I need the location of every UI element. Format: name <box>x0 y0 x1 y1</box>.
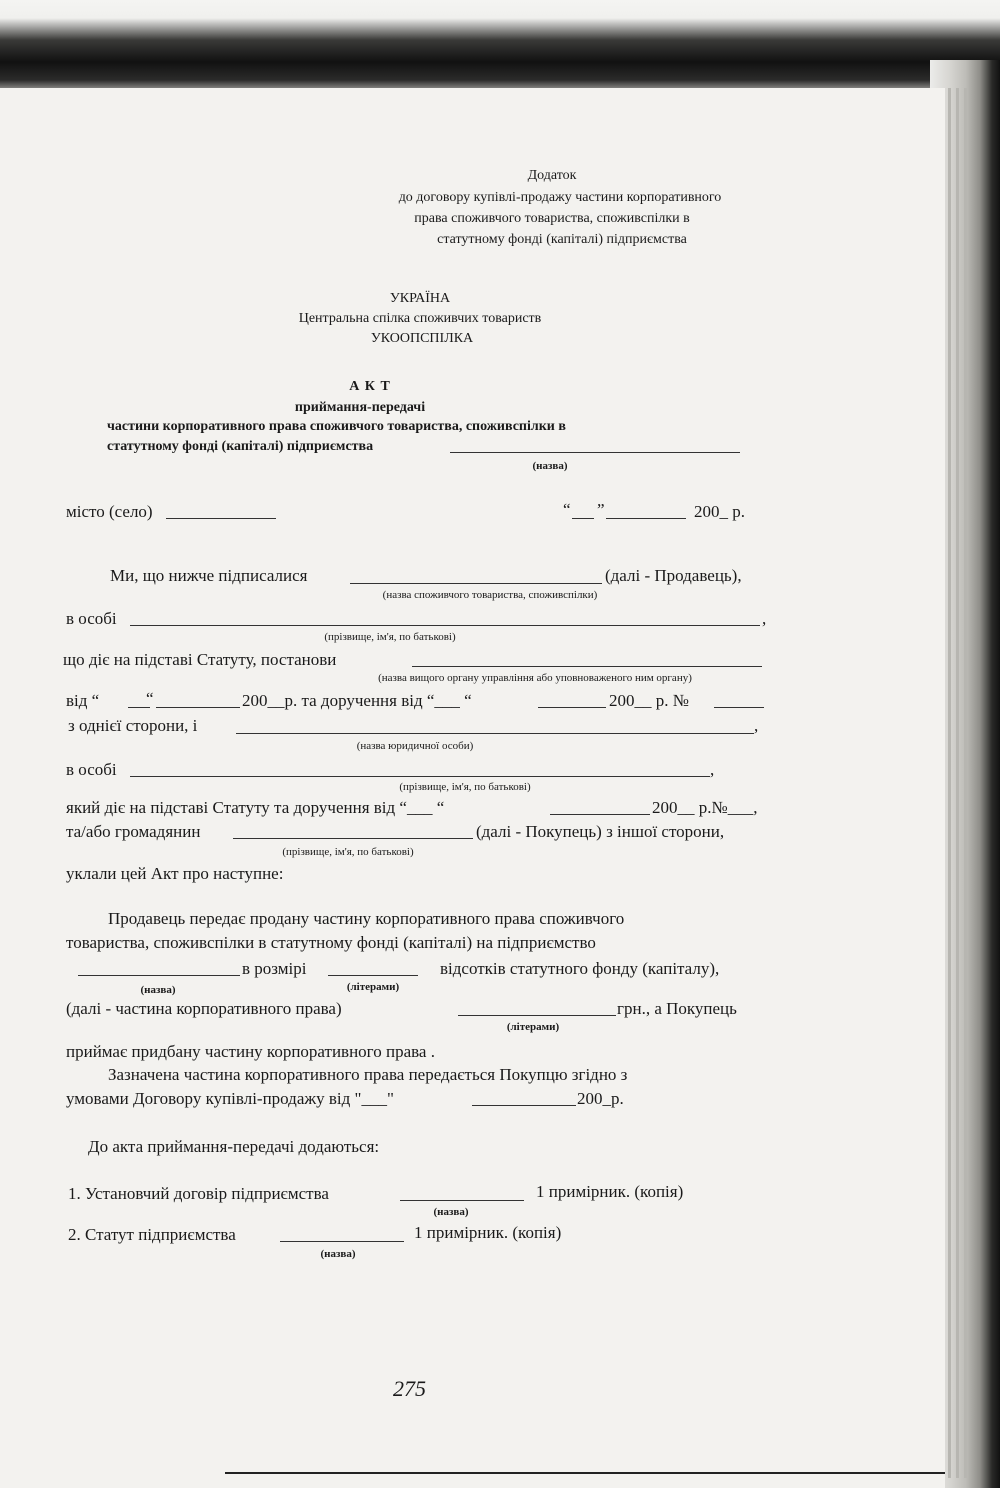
place-field[interactable] <box>166 518 276 519</box>
caption-seller: (назва споживчого товариства, споживспілки) <box>382 589 598 601</box>
caption-attachment-1: (назва) <box>433 1206 469 1218</box>
seller-name-field[interactable] <box>350 583 602 584</box>
poa-month-field[interactable] <box>538 707 606 708</box>
attachments-intro: До акта приймання-передачі додаються: <box>88 1137 380 1156</box>
transfer-text-1: Продавець передає продану частину корпоративного права споживчого <box>108 909 625 928</box>
share-size-label: в розмірі <box>242 959 307 978</box>
currency-buyer: грн., а Покупець <box>617 999 737 1018</box>
date-day-field[interactable] <box>572 518 594 519</box>
act-subtitle: приймання-передачі <box>294 400 426 415</box>
comma: , <box>762 609 767 628</box>
attachment-1-copies: 1 примірник. (копія) <box>536 1182 684 1201</box>
attachment-2-name-field[interactable] <box>280 1241 404 1242</box>
caption-governing-body: (назва вищого органу управління або уповноваженого ним органу) <box>378 672 692 684</box>
act-title: А К Т <box>349 379 391 394</box>
price-field[interactable] <box>458 1015 616 1016</box>
transfer-terms-1: Зазначена частина корпоративного права передається Покупцю згідно з <box>108 1065 628 1084</box>
caption-in-words: (літерами) <box>346 981 400 993</box>
quote: “ <box>146 689 154 708</box>
enterprise-name-field[interactable] <box>450 452 740 453</box>
buyer-basis-label: який діє на підставі Статуту та доручення від “___ “ <box>66 798 445 817</box>
percent-field[interactable] <box>328 975 418 976</box>
comma: , <box>754 716 759 735</box>
date-year: 200_ р. <box>694 502 745 521</box>
contract-year: 200_р. <box>577 1089 624 1108</box>
appendix-label: Додаток <box>527 168 577 183</box>
org-name: Центральна спілка споживчих товариств <box>298 311 542 326</box>
caption-attachment-2: (назва) <box>320 1248 356 1260</box>
buyer-alias: (далі - Покупець) з іншої сторони, <box>476 822 725 841</box>
transfer-terms-2: умовами Договору купівлі-продажу від "___" <box>66 1089 394 1108</box>
power-of-attorney-label: 200__р. та доручення від “___ “ <box>242 691 472 710</box>
in-person-label-2: в особі <box>66 760 117 779</box>
page-bottom-rule <box>225 1472 945 1474</box>
basis-label: що діє на підставі Статуту, постанови <box>63 650 337 669</box>
page-edge <box>948 88 951 1478</box>
transfer-text-2: товариства, споживспілки в статутному фонді (капіталі) на підприємство <box>66 933 596 952</box>
date-month-field[interactable] <box>606 518 686 519</box>
citizen-label: та/або громадянин <box>66 822 201 841</box>
seller-rep-field[interactable] <box>130 625 760 626</box>
citizen-name-field[interactable] <box>233 838 473 839</box>
date-quote-open: “ <box>563 500 571 519</box>
buyer-poa-year: 200__ р.№___, <box>652 798 758 817</box>
place-label: місто (село) <box>66 502 153 521</box>
page-edge <box>964 88 967 1478</box>
accept-text: приймає придбану частину корпоративного права . <box>66 1042 435 1061</box>
resolution-field[interactable] <box>412 666 762 667</box>
book-top-shadow <box>0 0 1000 95</box>
caption-full-name: (прізвище, ім'я, по батькові) <box>324 631 456 643</box>
comma: , <box>710 760 715 779</box>
appendix-line-2: до договору купівлі-продажу частини корпоративного <box>398 190 722 205</box>
date-quote-close: ” <box>597 500 605 519</box>
poa-number-field[interactable] <box>714 707 764 708</box>
resolution-month-field[interactable] <box>156 707 240 708</box>
enterprise-field[interactable] <box>78 975 240 976</box>
seller-alias: (далі - Продавець), <box>605 566 742 585</box>
page-number: 275 <box>393 1376 426 1401</box>
caption-in-words-2: (літерами) <box>506 1021 560 1033</box>
caption-legal-entity: (назва юридичної особи) <box>356 740 474 752</box>
org-short-name: УКООПСПІЛКА <box>370 331 474 346</box>
first-party-label: з однієї сторони, і <box>68 716 198 735</box>
caption-name: (назва) <box>532 460 568 472</box>
agreement-intro: уклали цей Акт про наступне: <box>66 864 284 883</box>
attachment-2: 2. Статут підприємства <box>68 1225 236 1244</box>
country: УКРАЇНА <box>389 291 451 306</box>
caption-full-name-3: (прізвище, ім'я, по батькові) <box>282 846 414 858</box>
buyer-rep-field[interactable] <box>130 776 710 777</box>
attachment-2-copies: 1 примірник. (копія) <box>414 1223 562 1242</box>
appendix-line-3: права споживчого товариства, споживспілки в <box>414 211 690 226</box>
in-person-label: в особі <box>66 609 117 628</box>
act-title-line-2: статутному фонді (капіталі) підприємства <box>107 439 374 454</box>
parties-intro: Ми, що нижче підписалися <box>110 566 308 585</box>
caption-enterprise: (назва) <box>140 984 176 996</box>
percent-text: відсотків статутного фонду (капіталу), <box>440 959 720 978</box>
page-edge <box>956 88 959 1478</box>
buyer-poa-month-field[interactable] <box>550 814 650 815</box>
caption-full-name-2: (прізвище, ім'я, по батькові) <box>399 781 531 793</box>
poa-year-number: 200__ р. № <box>609 691 689 710</box>
legal-entity-field[interactable] <box>236 733 754 734</box>
from-date-label: від “ <box>66 691 100 710</box>
share-definition: (далі - частина корпоративного права) <box>66 999 342 1018</box>
act-title-line-1: частини корпоративного права споживчого товариства, споживспілки в <box>107 419 566 434</box>
contract-month-field[interactable] <box>472 1105 576 1106</box>
appendix-line-4: статутному фонді (капіталі) підприємства <box>437 232 687 247</box>
attachment-1-name-field[interactable] <box>400 1200 524 1201</box>
attachment-1: 1. Установчий договір підприємства <box>68 1184 329 1203</box>
